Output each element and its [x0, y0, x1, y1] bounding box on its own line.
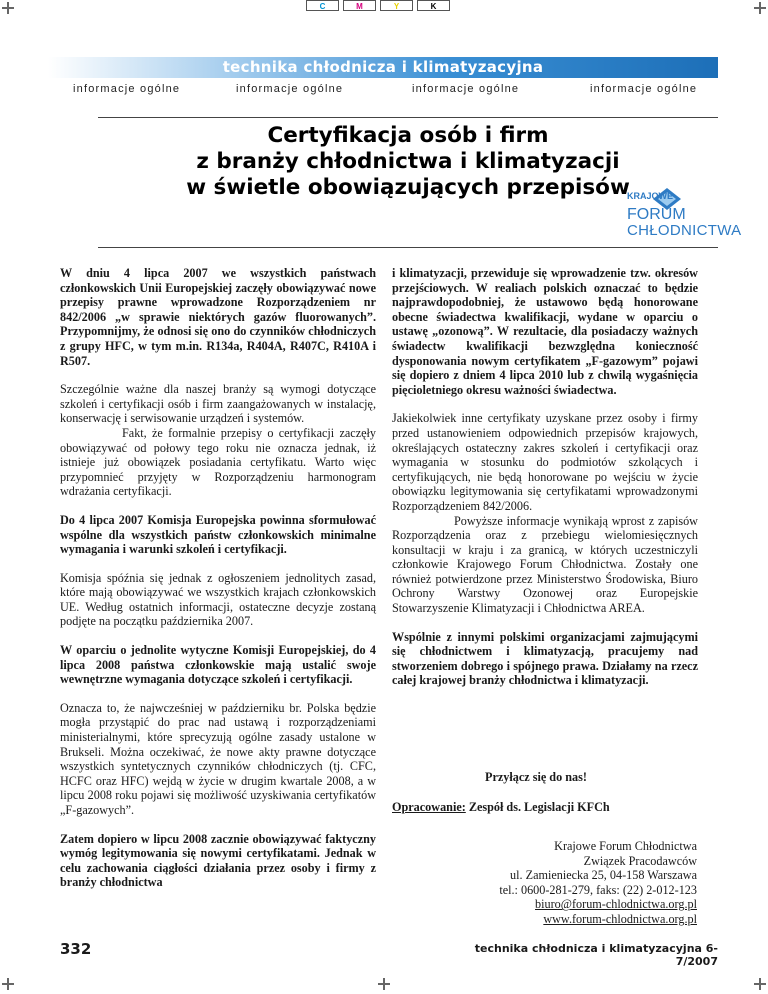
contact-org2: Związek Pracodawców — [583, 853, 697, 868]
contact-block — [411, 839, 697, 927]
category-label: informacje ogólne — [73, 83, 181, 95]
paragraph: Do 4 lipca 2007 Komisja Europejska powinna sformułować wspólne dla wszystkich państw członkowskich minimalne wymagania i warunki szkoleń i certyfikacji. — [60, 512, 376, 557]
paragraph: Jakiekolwiek inne certyfikaty uzyskane przez osoby i firmy przed ustanowieniem odpowiednich przepisów krajowych, określających ostateczny zakres szkoleń i certyfikacji oraz wymagania w stosunku do podmiotów szkolących i certyfikujących, nie będą honorowane po wejściu w życie obowiązku legitymowania się certyfikatami wprowadzonymi Rozporządzeniem 842/2006. — [392, 411, 698, 513]
title-line: Certyfikacja osób i firm — [267, 123, 549, 148]
contact-org: Krajowe Forum Chłodnictwa — [554, 839, 697, 853]
join-callout: Przyłącz się do nas! — [485, 770, 587, 784]
title-line: z branży chłodnictwa i klimatyzacji — [196, 149, 620, 174]
logo-text-chlodnictwa: CHŁODNICTWA — [627, 222, 742, 239]
title-divider — [98, 247, 718, 248]
contact-web-link[interactable]: www.forum-chlodnictwa.org.pl — [543, 911, 697, 926]
left-column — [60, 266, 376, 904]
paragraph: Komisja spóźnia się jednak z ogłoszeniem jednolitych zasad, które mają obowiązywać we wszystkich krajach członkowskich UE. Według ostatnich informacji, ostateczne decyzje zostaną podjęte na początku października 2007. — [60, 570, 376, 629]
top-divider — [98, 117, 718, 118]
registration-mark-icon — [754, 978, 766, 990]
page-number: 332 — [60, 940, 92, 958]
journal-footer: technika chłodnicza i klimatyzacyjna 6-7/2007 — [474, 942, 718, 968]
paragraph: W dniu 4 lipca 2007 we wszystkich państwach członkowskich Unii Europejskiej zaczęły obowiązywać nowe przepisy prawne wprowadzone Rozporządzeniem nr 842/2006 „w sprawie niektórych gazów fluorowanych”. Przypomnijmy, że odnosi się ono do czynników chłodniczych z grupy HFC, w tym m.in. R134a, R404A, R407C, R410A i R507. — [60, 266, 376, 368]
kfch-logo — [627, 188, 742, 243]
category-label: informacje ogólne — [236, 83, 344, 95]
credit-label: Opracowanie: — [392, 800, 466, 814]
category-label: informacje ogólne — [590, 83, 698, 95]
cmyk-black: K — [417, 0, 450, 11]
cmyk-cyan: C — [306, 0, 339, 11]
contact-email-link[interactable]: biuro@forum-chlodnictwa.org.pl — [535, 897, 697, 912]
logo-text-krajowe: KRAJOWE — [627, 191, 674, 201]
right-column — [392, 266, 698, 702]
registration-mark-icon — [2, 2, 14, 14]
journal-band-title: technika chłodnicza i klimatyzacyjna — [222, 58, 544, 76]
cmyk-magenta: M — [343, 0, 376, 11]
logo-text-forum: FORUM — [627, 206, 686, 223]
paragraph: Wspólnie z innymi polskimi organizacjami zajmującymi się chłodnictwem i klimatyzacją, pracujemy nad stworzeniem dobrego i spójnego prawa. Działamy na rzecz całej krajowej branży chłodnictwa i klimatyzacji. — [392, 629, 698, 688]
article-title — [98, 123, 718, 201]
category-row — [48, 83, 718, 97]
title-line: w świetle obowiązujących przepisów — [186, 175, 630, 200]
contact-address: ul. Zamieniecka 25, 04-158 Warszawa — [510, 868, 697, 883]
credit-line — [392, 800, 610, 815]
paragraph: Fakt, że formalnie przepisy o certyfikacji zaczęły obowiązywać od połowy tego roku nie oznacza jednak, iż istnieje już obowiązek posiadania certyfikatu. Warto więc przypomnieć przyjęty w Rozporządzeniu harmonogram wdrażania certyfikacji. — [60, 425, 376, 499]
registration-mark-icon — [754, 2, 766, 14]
paragraph: i klimatyzacji, przewiduje się wprowadzenie tzw. okresów przejściowych. W realiach polskich oznaczać to będzie najprawdopodobniej, że ustawowo będą honorowane obecne świadectwa kwalifikacji, wydane w oparciu o ustawę „ozonową”. W rezultacie, dla posiadaczy ważnych świadectw kwalifikacji bezwzględna konieczność dysponowania nowym certyfikatem „F-gazowym” pojawi się dopiero z dniem 4 lipca 2010 lub z chwilą wygaśnięcia pięcioletniego okresu ważności świadectwa. — [392, 266, 698, 397]
registration-mark-icon — [378, 978, 390, 990]
paragraph: Szczególnie ważne dla naszej branży są wymogi dotyczące szkoleń i certyfikacji osób i firm zaangażowanych w instalację, konserwację i serwisowanie urządzeń i systemów. — [60, 382, 376, 426]
paragraph: W oparciu o jednolite wytyczne Komisji Europejskiej, do 4 lipca 2008 państwa członkowskie mają ustalić swoje wewnętrzne wymagania dotyczące szkoleń i certyfikacji. — [60, 643, 376, 687]
category-label: informacje ogólne — [412, 83, 520, 95]
cmyk-color-bar — [306, 0, 454, 11]
paragraph: Zatem dopiero w lipcu 2008 zacznie obowiązywać faktyczny wymóg legitymowania się nowymi certyfikatami. Jednak w celu zachowania ciągłości działania przez osoby i firmy z branży chłodnictwa — [60, 831, 376, 890]
contact-phone: tel.: 0600-281-279, faks: (22) 2-012-123 — [499, 882, 697, 897]
cmyk-yellow: Y — [380, 0, 413, 11]
paragraph: Powyższe informacje wynikają wprost z zapisów Rozporządzenia oraz z przebiegu wielomiesięcznych konsultacji w kraju i za granicą, w których uczestniczyli członkowie Krajowego Forum Chłodnictwa. Zostały one również potwierdzone przez Ministerstwo Środowiska, Biuro Ochrony Warstwy Ozonowej oraz Europejskie Stowarzyszenie Klimatyzacji i Chłodnictwa AREA. — [392, 513, 698, 616]
paragraph: Oznacza to, że najwcześniej w październiku br. Polska będzie mogła przystąpić do prac nad ustawą i rozporządzeniami ministerialnymi, które sprecyzują ogólne zasady ustalone w Brukseli. Można oczekiwać, że nowe akty prawne dotyczące wszystkich syntetycznych czynników chłodniczych (tj. CFC, HCFC oraz HFC) wejdą w życie w drugim kwartale 2008, a w lipcu 2008 roku pojawi się możliwość uzyskiwania certyfikatów „F-gazowych”. — [60, 700, 376, 817]
registration-mark-icon — [2, 978, 14, 990]
credit-value: Zespół ds. Legislacji KFCh — [468, 800, 610, 814]
